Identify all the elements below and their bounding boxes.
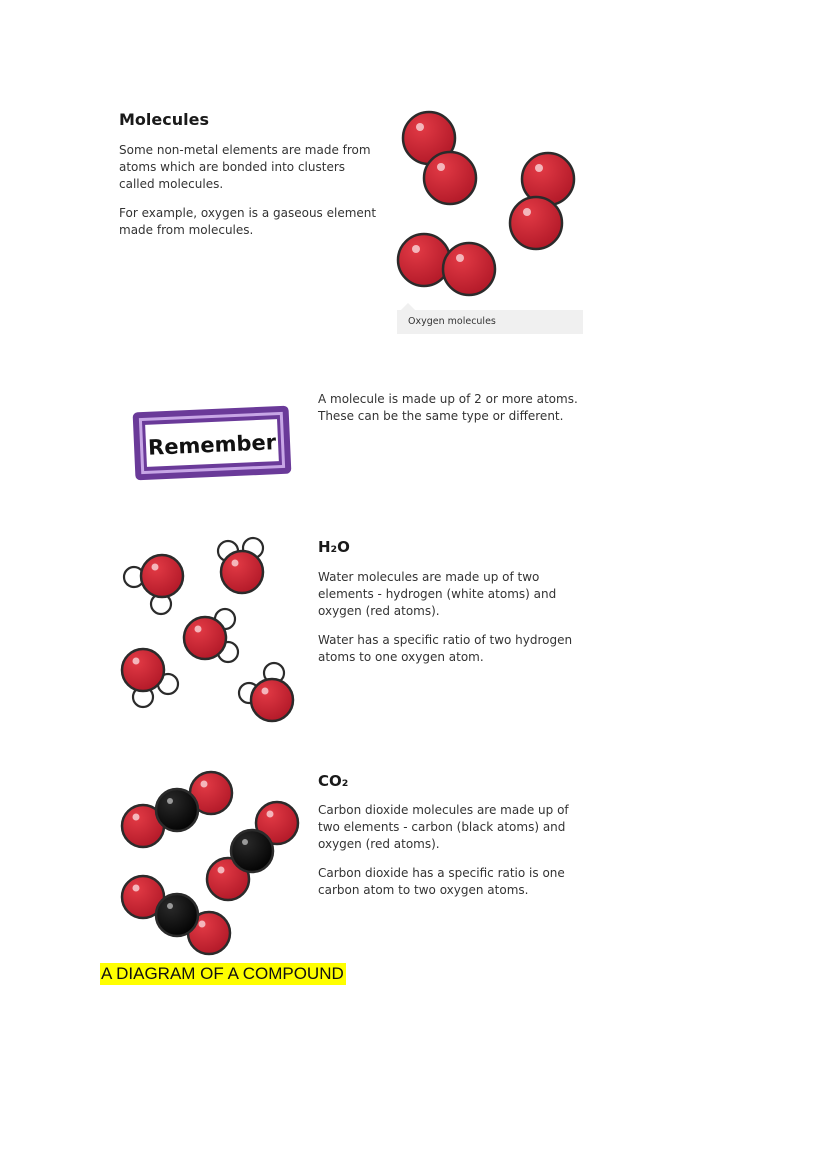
remember-badge — [128, 400, 296, 486]
compound-diagram-annotation: A DIAGRAM OF A COMPOUND — [101, 964, 344, 983]
remember-text: A molecule is made up of 2 or more atoms. These can be the same type or different. — [318, 392, 578, 423]
co2-para-2: Carbon dioxide has a specific ratio is one carbon atom to two oxygen atoms. — [318, 866, 565, 897]
caption-box — [397, 310, 583, 334]
co2-para-1: Carbon dioxide molecules are made up of two elements - carbon (black atoms) and oxygen (red atoms). — [318, 803, 569, 851]
oxygen-molecules-caption: Oxygen molecules — [408, 316, 496, 327]
water-para-2: Water has a specific ratio of two hydrogen atoms to one oxygen atom. — [318, 633, 573, 664]
water-para-1: Water molecules are made up of two elements - hydrogen (white atoms) and oxygen (red atoms). — [318, 570, 557, 618]
molecules-para-2: For example, oxygen is a gaseous element made from molecules. — [119, 206, 377, 237]
water-heading: H₂O — [318, 538, 350, 556]
oxygen-molecules-illustration — [390, 100, 590, 305]
co2-heading: CO₂ — [318, 772, 349, 790]
caption-notch — [401, 303, 415, 310]
molecules-heading: Molecules — [119, 110, 209, 129]
molecules-para-1: Some non-metal elements are made from atoms which are bonded into clusters called molecules. — [119, 143, 371, 191]
remember-badge-text: Remember — [147, 430, 277, 460]
co2-molecules-illustration — [115, 765, 310, 965]
water-molecules-illustration — [115, 530, 310, 730]
